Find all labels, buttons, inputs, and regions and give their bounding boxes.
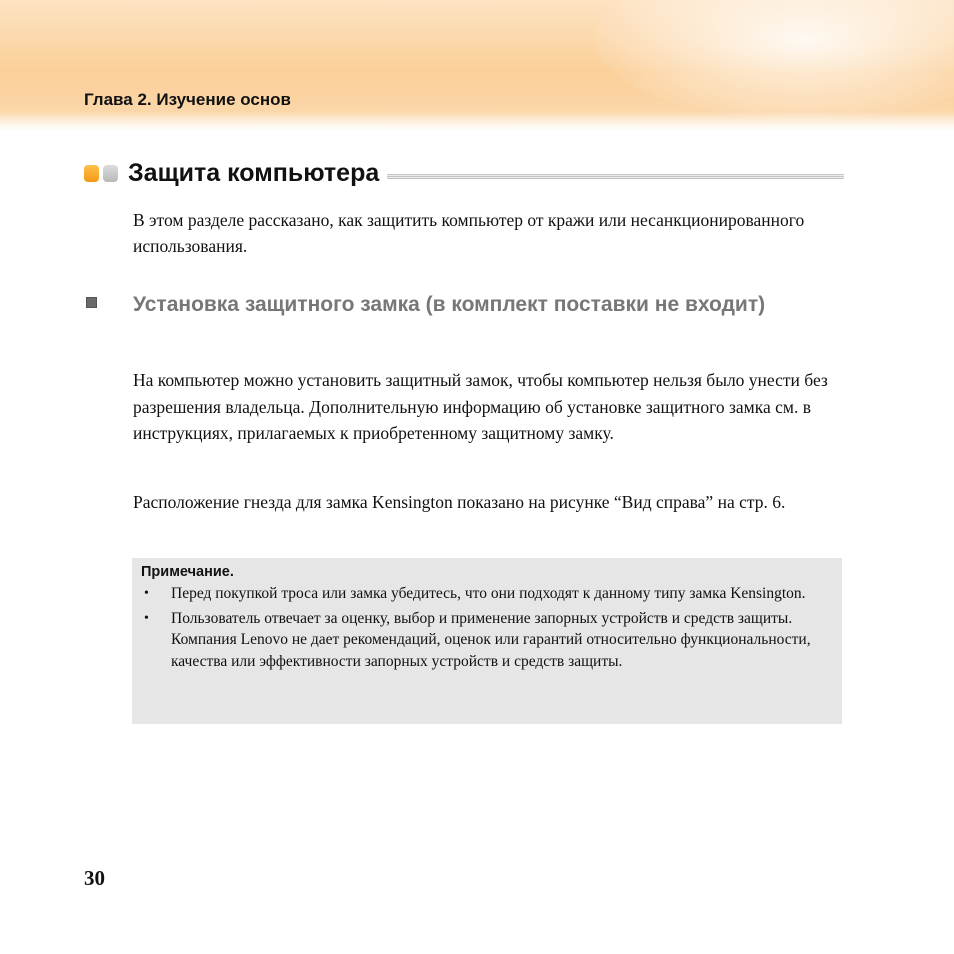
page-number: 30 [84, 866, 105, 890]
section-title: Защита компьютера [128, 158, 380, 187]
bullet-icon: • [144, 586, 149, 601]
note-title: Примечание. [141, 564, 234, 580]
title-rule [387, 174, 844, 179]
note-item [141, 583, 832, 605]
orange-square-icon [84, 165, 99, 182]
bullet-icon: • [144, 610, 149, 626]
square-bullet-icon [86, 297, 97, 308]
note-item-text: Перед покупкой троса или замка убедитесь, что они подходят к данному типу замка Kensington. [171, 585, 806, 602]
header-band [0, 0, 954, 130]
paragraph-lock-install: На компьютер можно установить защитный замок, чтобы компьютер нельзя было унести без разрешения владельца. Дополнительную информацию об установке защитного замка см. в инструкциях, прилагаемых к приобретенному защитному замку. [133, 370, 828, 443]
gray-square-icon [103, 165, 118, 182]
header-fade [0, 112, 954, 130]
header-sheen [594, 0, 954, 120]
paragraph-kensington-location: Расположение гнезда для замка Kensington показано на рисунке “Вид справа” на стр. 6. [133, 492, 786, 512]
chapter-title: Глава 2. Изучение основ [84, 90, 291, 109]
note-box [132, 558, 842, 724]
note-list [141, 583, 832, 672]
note-item-text: Пользователь отвечает за оценку, выбор и применение запорных устройств и средств защиты. Компания Lenovo не дает рекомендаций, оценок или гарантий относительно функциональности, качества или эффективности запорных устройств и средств защиты. [171, 609, 811, 670]
section-marker-icon [84, 165, 118, 182]
subsection-heading: Установка защитного замка (в комплект поставки не входит) [133, 293, 766, 316]
section-intro: В этом разделе рассказано, как защитить компьютер от кражи или несанкционированного использования. [133, 210, 805, 256]
section-title-row [84, 156, 844, 190]
note-item [141, 608, 832, 673]
